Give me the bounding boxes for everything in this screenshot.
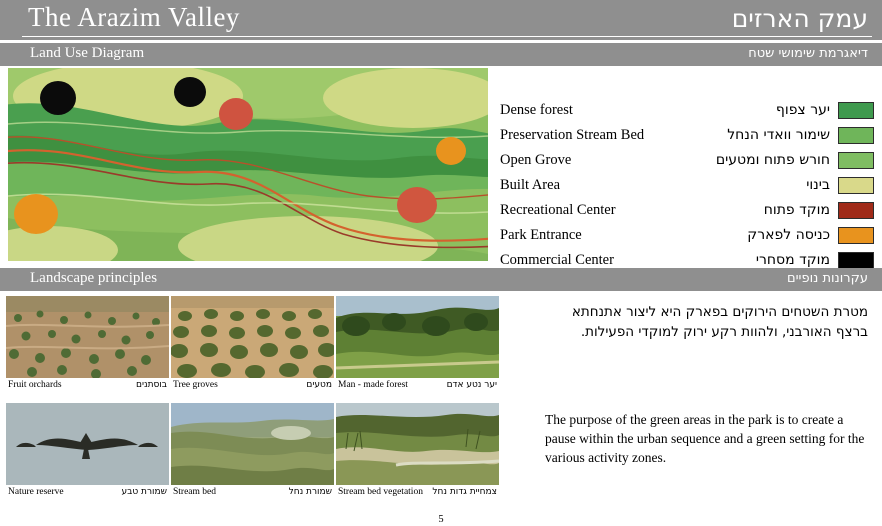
photo-caption-en: Man - made forest [338, 380, 408, 390]
section-title-land-use-he: דיאגרמת שימושי שטח [748, 46, 868, 61]
legend-label-en: Preservation Stream Bed [500, 127, 645, 143]
photo-caption-en: Fruit orchards [8, 380, 62, 390]
legend-swatch [838, 252, 874, 269]
fruit-orchards-image [6, 296, 169, 378]
legend-label-he: שימור וואדי הנחל [727, 127, 830, 143]
photo-caption-en: Nature reserve [8, 487, 64, 497]
page-title-en: The Arazim Valley [28, 2, 240, 32]
legend-label-en: Dense forest [500, 102, 573, 118]
legend-row [500, 98, 874, 123]
legend-label-en: Recreational Center [500, 202, 616, 218]
photo-caption-en: Stream bed [173, 487, 217, 497]
title-bar [0, 0, 882, 41]
legend-label-he: יער צפוף [775, 102, 830, 118]
photo-caption [336, 485, 499, 505]
legend-swatch [838, 152, 874, 169]
photo-caption-he: מטעים [306, 380, 332, 390]
title-underline [22, 36, 872, 37]
photo-caption-he: בוסתנים [136, 380, 167, 390]
section-header-landscape [0, 268, 882, 291]
legend-swatch [838, 127, 874, 144]
photo-caption [6, 378, 169, 398]
land-use-diagram-graphic [8, 68, 488, 261]
legend-row [500, 198, 874, 223]
legend-swatch [838, 177, 874, 194]
page-title-he: עמק הארזים [731, 4, 868, 33]
photo-caption [6, 485, 169, 505]
tree-groves-image [171, 296, 334, 378]
section-title-landscape-en: Landscape principles [30, 270, 158, 286]
photo-caption [171, 378, 334, 398]
section-title-landscape-he: עקרונות נופיים [787, 271, 868, 286]
stream-bed-vegetation-image [336, 403, 499, 485]
legend-label-en: Commercial Center [500, 252, 614, 268]
fruit-orchards-photo [6, 296, 169, 399]
legend-label-he: מוקד מסחרי [755, 252, 830, 268]
photo-caption-he: יער נטע אדם [446, 380, 497, 390]
legend-label-en: Open Grove [500, 152, 572, 168]
legend [500, 98, 874, 273]
legend-swatch [838, 202, 874, 219]
photo-caption-en: Tree groves [173, 380, 218, 390]
legend-swatch [838, 102, 874, 119]
photo-caption [171, 485, 334, 505]
hebrew-description-paragraph: מטרת השטחים הירוקים בפארק היא ליצור אתנחתא ברצף האורבני, ולהוות רקע ירוק למוקדי הפעילות. [571, 304, 868, 340]
section-header-land-use [0, 43, 882, 66]
legend-row [500, 123, 874, 148]
section-title-land-use-en: Land Use Diagram [30, 45, 145, 61]
stream-bed-vegetation-photo [336, 403, 499, 506]
legend-label-he: כניסה לפארק [747, 227, 830, 243]
photo-caption-he: שמורת נחל [288, 487, 332, 497]
legend-label-en: Built Area [500, 177, 561, 193]
man-made-forest-image [336, 296, 499, 378]
english-description-paragraph: The purpose of the green areas in the park is to create a pause within the urban sequence and a green setting for the various activity zones. [545, 412, 865, 465]
legend-label-he: חורש פתוח ומטעים [715, 152, 830, 168]
legend-label-he: מוקד פתוח [763, 202, 830, 218]
nature-reserve-image [6, 403, 169, 485]
legend-row [500, 173, 874, 198]
photo-caption [336, 378, 499, 398]
legend-swatch [838, 227, 874, 244]
legend-row [500, 148, 874, 173]
stream-bed-image [171, 403, 334, 485]
land-use-diagram [8, 68, 488, 261]
legend-label-he: בינוי [806, 177, 830, 193]
photo-caption-en: Stream bed vegetation [338, 487, 423, 497]
nature-reserve-photo [6, 403, 169, 506]
stream-bed-photo [171, 403, 334, 506]
photo-caption-he: צמחיית גדות נחל [432, 487, 497, 497]
legend-row [500, 223, 874, 248]
legend-label-en: Park Entrance [500, 227, 582, 243]
page-number: 5 [438, 514, 444, 525]
photo-caption-he: שמורת טבע [121, 487, 167, 497]
tree-groves-photo [171, 296, 334, 399]
man-made-forest-photo [336, 296, 499, 399]
